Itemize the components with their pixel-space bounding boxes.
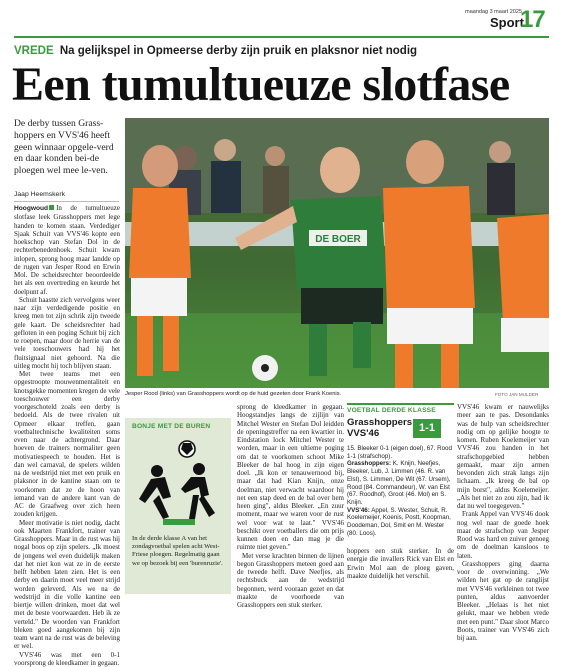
article-paragraph: Meer motivatie is niet nodig, dacht ook Maarten Frankfort, trainer van Grasshoppers. Maar in de rust was hij nogal boos op zijn spelers. „Ik moest de jongens wel even duidelijk maken dat het niet kon wat ze in de eerste helft hebben laten zien. Het is een derby en daarin moet veel meer strijd worden geleverd. Als we na de wedstrijd in die volle kantine een biertje willen drinken, moet dat wel met de beste voorwaarden. Heb ik ze verteld." De woorden van Frankfort bleken goed aangekomen bij zijn team want na de rust was de beleving er wel.	[14, 519, 120, 651]
article-column-2	[237, 403, 344, 594]
article-paragraph: sprong de kleedkamer in gegaan. Hoogstandjes langs de zijlijn van Mitchel Wester en Stefan Dol leidden de openingstreffer na een kwartier in. Eindstation lock Mitchel Wester te worden, maar in een ultieme poging om dat te voorkomen schoot Mike Bleeker de bal hoog in zijn eigen doel. „Ik kon er tenauwernood bij, maar dat had Kian Knijn, onze doelman, niet verwacht waardoor hij net een stap deed en de bal over hem heen ging", aldus Bleeker. „En zuur moment, maar we waren voor de rust wel voor wat te laat." VVS'46 beschikt over voetballers die om prijs kunnen doen en dan mag je die ruimte niet geven."	[237, 403, 344, 552]
article-paragraph: Grasshoppers ging daarna voor de overwinning. „We wilden het gat op de ranglijst met VVS'46 verkleinen tot twee punten, aldus aanvoerder Bleeker. „Helaas is het niet gelukt, maar we hebben vrede met een punt." Daar sloot Marco Boots, trainer van VVS'46 zich bij aan.	[457, 560, 549, 643]
byline: Jaap Heemskerk	[14, 191, 65, 198]
page-number: 17	[520, 6, 545, 34]
scorebox-teams	[347, 417, 412, 439]
photo-credit: FOTO JAN MULDER	[495, 392, 538, 397]
scorebox-details	[347, 445, 454, 537]
kicker	[14, 45, 549, 57]
article-column-1	[14, 204, 120, 594]
masthead-rule	[14, 36, 549, 38]
article-intro: De derby tussen Grass-hoppers en VVS'46 heeft geen winnaar opgele-verd en daar konden bei-de ploegen wel mee le-ven.	[14, 118, 119, 177]
scorebox-rule	[347, 403, 454, 405]
headline: Een tumultueuze slotfase	[12, 60, 552, 110]
kicker-text: Na gelijkspel in Opmeerse derby zijn pruik en plaksnor niet nodig	[60, 45, 417, 57]
match-photo	[125, 118, 549, 388]
home-team: Grasshoppers	[347, 417, 412, 428]
series-sidebar	[125, 418, 231, 594]
article-column-3	[347, 547, 454, 594]
shirt-sponsor: DE BOER	[315, 234, 361, 245]
article-paragraph: VVS'46 was met een 0-1 voorsprong de kleedkamer in gegaan.	[14, 651, 120, 667]
article-paragraph: Hoogwoud In de tumultueuze slotfase leek Grasshoppers met lege handen te komen staan. Verdediger Sjaak Schuit van VVS'46 kopte een hoekschop van Stefan Dol in de rechterbenedenhoek. Schuit kwam inlopen, sprong hoog maar landde op de rugen van Jesper Rood en Erwin Mol. De scheidsrechter beoordeelde het als een overtreding en keurde het doelpunt af.	[14, 204, 120, 296]
section-name: Sport	[490, 15, 524, 30]
article-paragraph: Met twee teams met een opgestroopte mouwenmentaliteit en knotsgekke momenten kregen de vele toeschouwer een derby voorgeschoteld zoals een derby is bedoeld. Als de twee rivalen uit Opmeer elkaar treffen, gaan voetbaltechnische kwaliteiten soms even naar de achtergrond. Daar hoeven de trainers normaliter geen motivatiespeech te houden. Het is dan wel carnaval, de spelers wilden na de wedstrijd niet met een pruik en plaksnor in de kantine staan om te voorkomen dat ze de hoon van iemand van de andere kant van de AC de Graafweg over zich heen zouden krijgen.	[14, 370, 120, 519]
sidebar-text: In de derde klasse A van het zondagvoetbal spelen acht West-Friese ploegen. Regelmatig gaan we op bezoek bij een 'burenruzie'.	[132, 535, 224, 568]
away-team: VVS'46	[347, 428, 412, 439]
kicker-tag: VREDE	[14, 45, 54, 57]
away-lineup: VVS'46: Appel, S. Wester, Schuit, R. Koelemeijer, Koenis, Postt, Koopman, Doodeman, Dol, Smit en M. Wester (80. Loos).	[347, 507, 454, 538]
silhouette-players-icon	[133, 433, 223, 527]
article-column-4	[457, 403, 549, 594]
final-score: 1-1	[413, 419, 441, 438]
match-photo-illustration	[125, 118, 549, 388]
match-scorebox	[347, 403, 454, 547]
scorebox-result	[347, 417, 454, 445]
goal-summary: 15. Bleeker 0-1 (eigen doel), 67. Rood 1-1 (strafschop).	[347, 445, 454, 460]
dateline-marker-icon	[49, 205, 54, 210]
byline-rule	[14, 201, 119, 202]
sidebar-title: BONJE MET DE BUREN	[132, 423, 210, 430]
article-paragraph: Schuit haastte zich vervolgens weer naar zijn verdedigende positie en kreeg men tot zijn schrik zijn tweede gele kaart. De scheidsrechter had gefloten in een poging Schuit bij zich te roepen, maar door de herrie van de vele toeschouwers had hij het fluitsignaal niet gehoord. Na die uitleg mocht hij toch blijven staan.	[14, 296, 120, 370]
dateline-place: Hoogwoud	[14, 205, 48, 212]
article-paragraph: VVS'46 kwam er nauwelijks meer aan te pas. Desondanks was de hulp van scheidsrechter nodig om op gelijke hoogte te komen. Ruben Koelemeijer van VVS'46 zou handen in het strafschopgebied hebben gemaakt, maar zijn armen bevonden zich strak langs zijn lichaam. „Ik kreeg de bal op mijn borst", aldus Koelemeijer. „Als het niet zo zou zijn, had ik dat nu wel toegegeven."	[457, 403, 549, 510]
home-lineup: Grasshoppers: K. Knijn, Neefjes, Bleeker, Lub, J. Limmen (46. R. van Elst), S. Limmen, De Wit (67. Ursem), Rood (84. Commandeur), W. van Elst (67. Roodhof), Groot (46. Mol) en S. Knijn.	[347, 460, 454, 506]
article-paragraph: hoppers een stuk sterker. In de energie die invallers Rick van Elst en Erwin Mol aan de ploeg gaven, maakte duidelijk het verschil.	[347, 547, 454, 580]
photo-caption: Jesper Rood (links) van Grasshoppers wordt op de huid gezeten door Frank Koenis.	[125, 391, 465, 397]
article-paragraph: Frank Appel van VVS'46 dook nog wel naar de goede hoek maar de strafschop van Jesper Rood was hard en zuiver genoeg om de doelman kansloos te laten.	[457, 510, 549, 560]
issue-date: maandag 3 maart 2025	[430, 9, 522, 15]
article-paragraph: Met verse krachten binnen de lijnen begon Grasshoppers meteen goed aan de tweede helft. Dave Neefjes, als rechtsbuck aan de wedstrijd begonnen, werd vooraan gezet en dat maakte de voorhoede van Grasshoppers een stuk sterker.	[237, 552, 344, 610]
scorebox-label: VOETBAL DERDE KLASSE	[347, 407, 454, 414]
